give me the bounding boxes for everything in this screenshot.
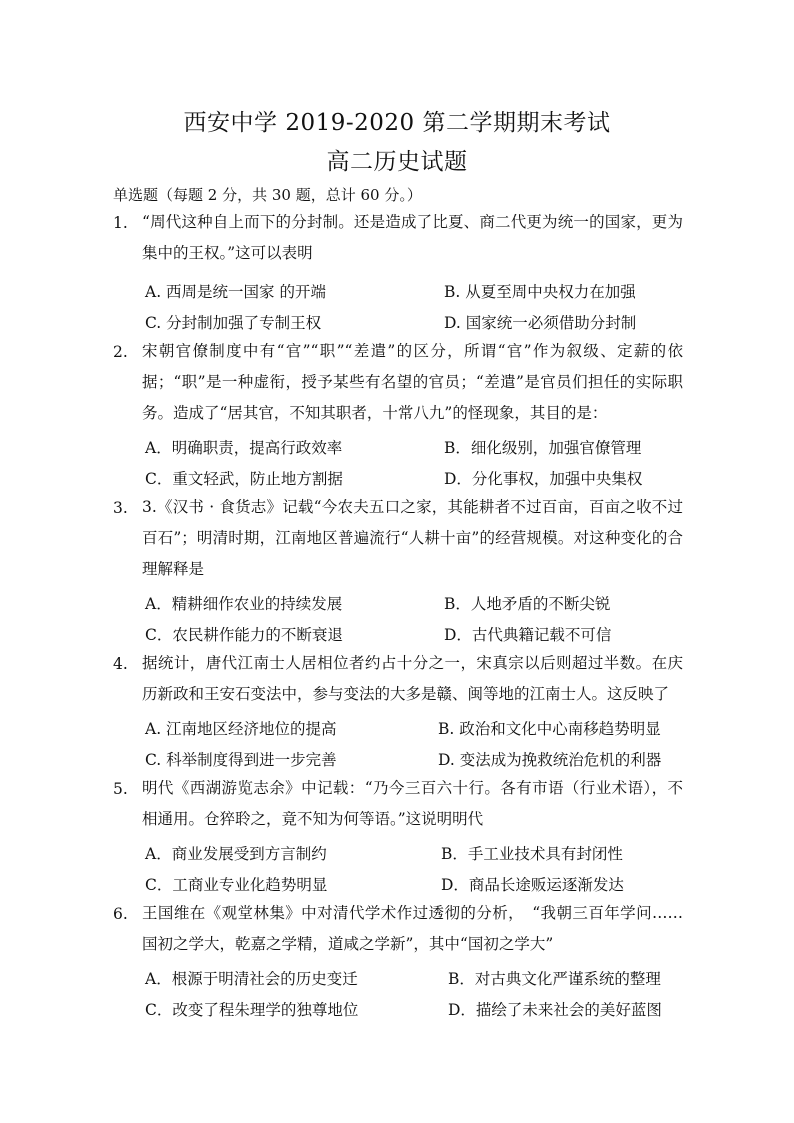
question-stem: 王国维在《观堂林集》中对清代学术作过透彻的分析， “我朝三百年学问……国初之学大，乾嘉之学精，道咸之学新”，其中“国初之学大” (142, 904, 683, 953)
exam-subtitle: 高二历史试题 (326, 149, 468, 175)
option-b: B．细化级别，加强官僚管理 (444, 439, 642, 457)
option-b: B．手工业技术具有封闭性 (441, 845, 623, 863)
option-d: D. 国家统一必须借助分封制 (444, 314, 637, 332)
section-intro: 单选题（每题 2 分，共 30 题，总计 60 分。） (113, 186, 422, 204)
question-number: 6. (113, 905, 128, 923)
option-a: A．商业发展受到方言制约 (145, 845, 327, 863)
question-number: 4. (113, 655, 128, 673)
option-c: C．工商业专业化趋势明显 (145, 876, 328, 894)
option-d: D．古代典籍记载不可信 (444, 626, 612, 644)
option-a: A．精耕细作农业的持续发展 (145, 595, 343, 613)
question-number: 1. (113, 214, 128, 232)
option-d: D．商品长途贩运逐渐发达 (441, 876, 624, 894)
question-stem: 明代《西湖游览志余》中记载：“乃今三百六十行。各有市语（行业术语），不相通用。仓猝聆之，竟不知为何等语。”这说明明代 (142, 779, 683, 828)
option-d: D．描绘了未来社会的美好蓝图 (448, 1001, 662, 1019)
question-number: 3. (113, 499, 128, 517)
option-b: B. 从夏至周中央权力在加强 (444, 283, 636, 301)
option-c: C．改变了程朱理学的独尊地位 (145, 1001, 359, 1019)
question-stem: “周代这种自上而下的分封制。还是造成了比夏、商二代更为统一的国家，更为集中的王权。”这可以表明 (142, 213, 683, 262)
option-d: D. 变法成为挽救统治危机的利器 (438, 751, 662, 769)
option-b: B．对古典文化严谨系统的整理 (448, 970, 661, 988)
option-a: A. 江南地区经济地位的提高 (145, 720, 337, 738)
option-b: B．人地矛盾的不断尖锐 (444, 595, 611, 613)
option-a: A．明确职责，提高行政效率 (145, 439, 343, 457)
question-number: 5. (113, 780, 128, 798)
option-c: C. 分封制加强了专制王权 (145, 314, 322, 332)
question-stem: 据统计，唐代江南士人居相位者约占十分之一，宋真宗以后则超过半数。在庆历新政和王安石变法中，参与变法的大多是赣、闽等地的江南士人。这反映了 (142, 654, 683, 703)
option-c: C. 科举制度得到进一步完善 (145, 751, 337, 769)
option-c: C．重文轻武，防止地方割据 (145, 470, 343, 488)
exam-title: 西安中学 2019-2020 第二学期期末考试 (183, 110, 611, 136)
option-d: D．分化事权，加强中央集权 (444, 470, 643, 488)
question-stem: 宋朝官僚制度中有“官”“职”“差遣”的区分，所谓“官”作为叙级、定薪的依据；“职”是一种虚衔，授予某些有名望的官员；“差遣”是官员们担任的实际职务。造成了“居其官，不知其职者，十常八九”的怪现象，其目的是： (142, 342, 683, 422)
question-number: 2. (113, 343, 128, 361)
question-stem: 3.《汉书 · 食货志》记载“今农夫五口之家，其能耕者不过百亩，百亩之收不过百石”；明清时期，江南地区普遍流行“人耕十亩”的经营规模。对这种变化的合理解释是 (142, 498, 683, 578)
option-a: A. 西周是统一国家 的开端 (145, 283, 326, 301)
option-a: A．根源于明清社会的历史变迁 (145, 970, 358, 988)
option-b: B. 政治和文化中心南移趋势明显 (438, 720, 661, 738)
option-c: C．农民耕作能力的不断衰退 (145, 626, 343, 644)
